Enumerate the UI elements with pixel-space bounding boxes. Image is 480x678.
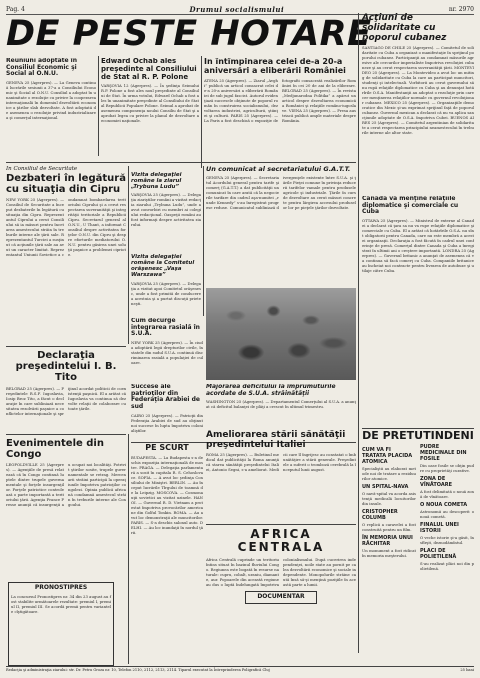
article-italia-title: Ameliorarea stării sănătăţii preşedintelui Italiei	[206, 430, 346, 451]
article-trybuna-title: Vizita delegaţiei române la ziarul „Trybuna Ludu”	[131, 172, 182, 191]
article-canada	[362, 196, 474, 426]
pretutindeni-item: CUM VA FI TRATATA PLACIDA ATOMICA	[362, 447, 413, 466]
pretutindeni-item: FINALUL UNEI ISTORII	[420, 522, 459, 535]
article-aniversare-body: ATENA 25 (Agerpres). — Ziarul „Avghi” publică un articol consacrat celei de-a 20-a aniversări a eliberării României de sub jugul fascist. Autorul evidenţiază succesele obţinute de poporul român în construirea socialismului, dezvoltarea industriei, agriculturii, ştiinţei şi culturii. PARIS 25 (Agerpres). — La Paris a fost deschisă o expoziţie de fotografii consacrată realizărilor României în cei 20 de ani de la eliberare. BELGRAD 25 (Agerpres). — În revista „Medjunarodna Politika” a apărut un articol despre dezvoltarea economică a României şi relaţiile româno-iugoslave. VIENA 25 (Agerpres). — Presa austriacă publică ample materiale despre România.	[204, 77, 356, 123]
article-cuba	[362, 13, 474, 193]
article-federatie	[131, 384, 203, 440]
article-trybuna	[131, 172, 201, 252]
article-gatt-body: GENEVA 25 (Agerpres). — Secretariatul Acordului general pentru tarife şi comerţ (G.A.T.T.) a dat publicităţii un comunicat în care arată că la negocierile tarifare din cadrul aşa-numitei „runde Kennedy” s-au înregistrat progrese reduse. Comunicatul subliniază divergenţele existente între S.U.A. şi ţările Pieţei comune în privinţa reducerii tarifelor vamale pentru produsele agricole şi industriale. Ţările în curs de dezvoltare au cerut măsuri concrete pentru lărgirea accesului produselor lor pe pieţele ţărilor dezvoltate.	[206, 175, 356, 211]
article-reuniuni	[6, 58, 96, 158]
article-pretutindeni	[362, 430, 474, 664]
article-varsovia	[131, 254, 201, 316]
article-africa	[206, 528, 356, 664]
article-cipru-kicker: În Consiliul de Securitate	[6, 166, 78, 172]
article-africa-title: AFRICA CENTRALA	[237, 528, 325, 555]
article-gatt	[206, 166, 356, 286]
pretutindeni-item: ÎN MEMORIA UNUI RĂCHITAR	[362, 535, 413, 548]
article-sua	[206, 384, 356, 420]
article-congo	[6, 438, 126, 578]
issue-number: nr. 2970	[448, 5, 474, 13]
pretutindeni-item: PLACI DE POLIETILENĂ	[420, 548, 457, 561]
news-photo	[206, 288, 356, 380]
box-pronostipres-body: La concursul Pronostipres nr. 34 din 23 august au fost stabilite următoarele rezultate: premiul I, premiul II, premiul III. Se acordă premii pentru variantele cîştigătoare.	[11, 593, 111, 614]
article-ochab	[101, 58, 199, 170]
article-sua-title: Majorarea deficitului la împrumuturile acordate de S.U.A. străinătăţii	[206, 384, 336, 397]
article-aniversare	[204, 58, 356, 158]
article-cuba-body: SANTIAGO DE CHILE 25 (Agerpres). — Comitetul de solidaritate cu Cuba a organizat o manifestaţie în sprijinul poporului cubanez. Participanţii au condamnat măsurile agresive ale cercurilor imperialiste împotriva revoluţiei cubaneze şi au cerut respectarea suveranităţii ţării. MONTEVIDEO 25 (Agerpres). — La Montevideo a avut loc un miting de solidaritate cu Cuba la care au participat muncitori, studenţi şi intelectuali. Vorbitorii au cerut guvernului să nu rupă relaţiile diplomatice cu Cuba şi au denunţat hotărîrile O.S.A. Manifestanţii au adoptat o rezoluţie prin care cer menţinerea relaţiilor normale cu guvernul revoluţionar cubanez. MEXICO 25 (Agerpres). — Organizaţiile democratice din Mexic şi-au exprimat sprijinul faţă de poporul cubanez. Guvernul mexican a declarat că nu va aplica sancţiunile adoptate de O.S.A. împotriva Cubei. BUENOS AIRES 25 (Agerpres). — Comitetul argentinian de solidaritate a cerut respectarea principiului neamestecului în treburile interne ale altor state.	[362, 45, 474, 136]
article-pretutindeni-title: DE PRETUTINDENI	[362, 430, 474, 442]
article-ochab-title: Edward Ochab ales preşedinte al Consiliului de Stat al R. P. Polone	[101, 58, 197, 81]
article-pe-scurt-title: PE SCURT	[145, 444, 189, 452]
pretutindeni-item: O NOUA COMETA	[420, 502, 468, 509]
article-congo-title: Evenimentele din Congo	[6, 438, 104, 461]
pretutindeni-item-body: Un monument a fost ridicat în memoria meşterului.	[362, 548, 416, 559]
article-cipru	[6, 166, 126, 344]
footer-price: 25 bani	[460, 668, 474, 672]
pretutindeni-items	[362, 444, 474, 571]
box-documentar	[245, 591, 317, 604]
article-integrare-body: NEW YORK 25 (Agerpres). — În ciuda adoptării legii drepturilor civile, în statele din sudul S.U.A. continuă discriminarea rasială a populaţiei de culoare.	[131, 340, 203, 366]
pretutindeni-item: UN SPITAL-NAVA	[362, 484, 409, 491]
article-federatie-title: Succese ale patrioţilor din Federaţia Arabiei de sud	[131, 384, 200, 411]
box-pronostipres-title: PRONOSTIPRES	[34, 584, 88, 591]
pretutindeni-item-body: O navă-spital va acorda asistenţă medicală locuitorilor din insule.	[362, 491, 416, 507]
page-footer	[6, 666, 474, 676]
article-canada-body: OTTAWA 25 (Agerpres). — Ministrul de externe al Canadei a declarat că ţara sa nu va rupe relaţiile diplomatice şi comerciale cu Cuba. El a arătat că hotărîrile O.S.A. nu sînt obligatorii pentru Canada, care nu este membră a acestei organizaţii. Declaraţia a fost făcută în cadrul unei conferinţe de presă. Comerţul dintre Canada şi Cuba a înregistrat în ultimii ani o creştere importantă. LONDRA 25 (Agerpres). — Guvernul britanic a anunţat de asemenea că va continua să facă comerţ cu Cuba. Companiile britanice au încheiat noi contracte pentru livrarea de autobuze şi utilaje către Cuba.	[362, 218, 474, 274]
pretutindeni-item: ZONA DE VÎNĂTOARE	[420, 476, 453, 489]
article-tito-body: BELGRAD 25 (Agerpres). — Preşedintele R.S.F. Iugoslavia, Iosip Broz Tito, a făcut o declaraţie în care subliniază necesitatea rezolvării paşnice a conflictelor internaţionale şi sprijinul acordat politicii de coexistenţă paşnică. El a arătat că Iugoslavia va continua să dezvolte relaţii de colaborare cu toate ţările.	[6, 385, 126, 416]
article-pe-scurt-body: BUDAPESTA. — La Budapesta s-a deschis expoziţia internaţională de mostre. PRAGA. — Delegaţia parlamentară a sosit în capitala R. S. Cehoslovace. SOFIA. — A avut loc şedinţa Consiliului de Miniştri. BERLIN. — Au început lucrările Tîrgului de toamnă de la Leipzig. MOSCOVA. — Cosmonauţii sovietici au vizitat uzinele. HANOI. — Guvernul R. D. Vietnam a protestat împotriva provocărilor americane din Golful Tonkin. ROMA. — Au avut loc demonstraţii ale muncitorilor. PARIS. — S-a deschis salonul auto. DELHI. — Au loc inundaţii în nordul ţării.	[131, 454, 203, 535]
pretutindeni-item: PUDRE MEDICINALE DIN FOSILE	[420, 444, 467, 463]
page-number: Pag. 4	[6, 5, 25, 13]
pretutindeni-item-body: O replică a caravelei a fost construită pentru un film.	[362, 522, 416, 533]
box-documentar-title: DOCUMENTAR	[257, 592, 305, 600]
article-gatt-title: Un comunicat al secretariatului G.A.T.T.	[206, 166, 351, 173]
article-trybuna-body: VARŞOVIA 25 (Agerpres). — Delegaţia ziariştilor români a vizitat redacţia ziarului „Trybuna Ludu”, unde a avut convorbiri cu membri ai colegiului redacţional. Oaspeţii români au fost informaţi despre activitatea ziarului.	[131, 192, 201, 228]
article-canada-title: Canada va menţine relaţiile diplomatice şi comerciale cu Cuba	[362, 196, 459, 216]
pretutindeni-item: CRISTOPHER COLUMB	[362, 509, 398, 522]
article-integrare-title: Cum decurge integrarea rasială în S.U.A.	[131, 318, 200, 338]
article-reuniuni-title: Reuniuni adoptate în Consiliul Economic şi Social al O.N.U.	[6, 58, 78, 78]
article-tito	[6, 350, 126, 432]
article-aniversare-title: În întîmpinarea celei de-a 20-a aniversări a eliberării României	[204, 58, 346, 75]
article-varsovia-body: VARŞOVIA 25 (Agerpres). — Delegaţia a vizitat apoi Comitetul orăşenesc, unde a fost primită de conducerea acestuia şi a purtat discuţii prieteneşti.	[131, 280, 201, 306]
article-varsovia-title: Vizita delegaţiei române la Comitetul orăşenesc „Vaşa Warszawa”	[131, 254, 195, 279]
footer-imprint: Redacţia şi administraţia ziarului: str. Dr. Petru Groza nr. 10, Telefon 2110, 2112, 2113, 2114. Tiparul executat la Întreprinderea Poligrafică Cluj	[6, 668, 270, 672]
article-integrare	[131, 318, 203, 382]
article-congo-body: LEOPOLDVILLE 25 (Agerpres). — Agenţiile de presă relatează că în Congo continuă luptele dintre trupele guvernamentale şi forţele insurgenţilor. Forţele patriotice controlează o parte importantă a teritoriului ţării. Agenţia France Presse anunţă că insurgenţii au ocupat noi localităţi. Potrivit ştirilor sosite, trupele guvernamentale se retrag. Mercenarii străini participă la operaţiunile împotriva patrioţilor congolezi. Opinia publică africană condamnă amestecul străin în treburile interne ale Congoului.	[6, 462, 126, 508]
article-cuba-title: Acţiuni de solidaritate cu poporul cubanez	[362, 13, 447, 44]
pretutindeni-item-body: Specialiştii au elaborat metode noi de tratare a reziduurilor atomice.	[362, 466, 416, 482]
article-tito-title: Declaraţia preşedintelui I. B. Tito	[15, 350, 117, 384]
newspaper-name: Drumul socialismului	[189, 4, 285, 14]
article-ochab-body: VARŞOVIA 12 (Agerpres). — În şedinţa Seimului R.P. Polone a fost ales noul preşedinte al Consiliului de Stat. În urma votului, Edward Ochab a fost ales în unanimitate preşedinte al Consiliului de Stat al Republicii Populare Polone. Seimul a aprobat de asemenea componenţa noului Consiliu de Stat şi a aprobat legea cu privire la planul de dezvoltare a economiei naţionale.	[101, 83, 199, 124]
section-banner: DE PESTE HOTARE	[6, 14, 372, 54]
article-italia	[206, 430, 356, 522]
pretutindeni-item-body: O veche istorie şi-a găsit, în sfîrşit, deznodămîntul.	[420, 535, 474, 546]
article-reuniuni-body: GENEVA 25 (Agerpres). — La Geneva continuă lucrările sesiunii a 37-a a Consiliului Economic şi Social al O.N.U. Consiliul a adoptat în unanimitate o rezoluţie cu privire la cooperarea internaţională în domeniul dezvoltării economice a ţărilor slab dezvoltate. A fost adoptată de asemenea o rezoluţie privind industrializarea şi comerţul internaţional.	[6, 80, 96, 121]
article-cipru-title: Dezbateri în legătură cu situaţia din Cipru	[6, 173, 126, 196]
article-pe-scurt	[131, 444, 203, 664]
pretutindeni-item-body: Astronomii au descoperit o nouă cometă.	[420, 509, 474, 520]
box-pronostipres	[8, 582, 114, 666]
article-africa-body: Africa Centrală cuprinde un teritoriu întins situat în bazinul fluviului Congo. Regiunea este bogată în resurse naturale: cupru, cobalt, uraniu, diamante, aur. Popoarele din această regiune au dus o luptă îndelungată împotriva colonialismului. După cucerirea independenţei, noile state au pornit pe calea dezvoltării economice şi sociale independente. Monopolurile străine caută însă să-şi menţină poziţiile în această parte a lumii.	[206, 556, 356, 587]
article-italia-body: ROMA 25 (Agerpres). — Buletinul medical dat publicităţii la Roma anunţă că starea sănătăţii preşedintelui Italiei, Antonio Segni, s-a ameliorat. Medicii care îl îngrijesc au constatat o îmbunătăţire a stării generale. Preşedintele a suferit o tromboză cerebrală la începutul lunii august.	[206, 452, 356, 473]
pretutindeni-item-body: A fost delimitată o nouă zonă de vînătoare.	[420, 489, 474, 500]
article-cipru-body: NEW YORK 25 (Agerpres). — Consiliul de Securitate a început dezbaterile în legătură cu situaţia din Cipru. Reprezentantul Ciprului a cerut Consiliului să ia măsuri pentru încetarea amestecului străin în treburile interne ale ţării sale. Reprezentantul Turciei a susţinut că acţiunile ţării sale au avut un caracter limitat. Reprezentantul Uniunii Sovietice a condamnat bombardarea teritoriului Ciprului şi a cerut respectarea suveranităţii şi integrităţii teritoriale a Republicii Cipru. Secretarul general al O.N.U., U Thant, a informat Consiliul despre activitatea forţelor O.N.U. din Cipru şi despre eforturile mediatorului O.N.U. pentru găsirea unei soluţii paşnice a problemei cipriote.	[6, 197, 126, 258]
pretutindeni-item-body: S-au realizat plăci noi din polietilenă.	[420, 561, 474, 572]
pretutindeni-item-body: Din oase fosile se obţin pudre cu proprietăţi curative.	[420, 463, 474, 474]
article-sua-body: WASHINGTON 25 (Agerpres). — Departamentul Comerţului al S.U.A. a anunţat că deficitul balanţei de plăţi a crescut în ultimul trimestru.	[206, 399, 356, 410]
article-federatie-body: CAIRO 25 (Agerpres). — Patrioţii din Federaţia Arabiei de sud au obţinut noi succese în lupta împotriva colonialiştilor.	[131, 412, 203, 433]
